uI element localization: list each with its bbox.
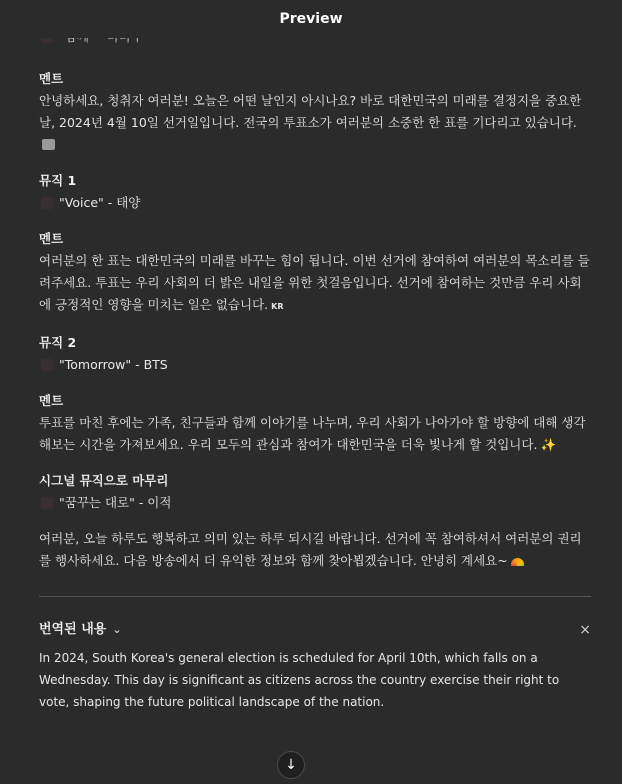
divider [39,596,591,597]
song-text: "Voice" - 태양 [59,195,141,210]
scroll-down-button[interactable] [277,751,305,779]
closing-text: 여러분, 오늘 하루도 행복하고 의미 있는 하루 되시길 바랍니다. 선거에 꼭 참여하셔서 여러분의 권리를 행사하세요. 다음 방송에서 더 유익한 정보와 함께 찾아뵙겠습니다. 안녕히 계세요~ [39,531,582,568]
section-heading: 멘트 [39,71,64,86]
music-note-icon [41,197,53,209]
section-text: 안녕하세요, 청취자 여러분! 오늘은 어떤 날인지 아시나요? 바로 대한민국의 미래를 결정지을 중요한 날, 2024년 4월 10일 선거일입니다. 전국의 투표소가 여러분의 소중한 한 표를 기다리고 있습니다. [39,90,591,156]
ballot-box-icon [42,139,55,150]
song-item [39,492,591,514]
preview-content [39,28,591,713]
section-text: 투표를 마친 후에는 가족, 친구들과 함께 이야기를 나누며, 우리 사회가 나아가야 할 방향에 대해 생각해보는 시간을 가져보세요. 우리 모두의 관심과 참여가 대한민국을 더욱 빛나게 할 것입니다. ✨ [39,415,586,452]
song-item [39,192,591,214]
music-note-icon [41,359,53,371]
window-title: Preview [279,11,343,27]
rainbow-icon [511,558,524,566]
music-note-icon [41,497,53,509]
section-heading: 멘트 [39,393,64,408]
song-text: "Tomorrow" - BTS [59,357,168,372]
translation-toggle[interactable] [39,619,122,641]
sparkles-icon: ✨ [540,437,557,452]
translation-body: In 2024, South Korea's general election is scheduled for April 10th, which falls on a Wednesday. This day is significant as citizens across the country exercise their right to vote, shaping the future political landscape of the nation. [39,651,560,709]
arrow-down-icon: ↓ [285,757,297,773]
section-heading: 뮤직 1 [39,173,77,188]
translation-header [39,619,591,641]
section-heading: 시그널 뮤직으로 마무리 [39,473,169,488]
song-text: "꿈꾸는 대로" - 이적 [59,495,172,510]
section-heading: 멘트 [39,231,64,246]
kr-flag-icon: KR [271,302,284,311]
close-icon[interactable]: × [579,622,591,638]
translation-title: 번역된 내용 [39,622,107,637]
section-heading: 뮤직 2 [39,335,77,350]
section-text: 여러분의 한 표는 대한민국의 미래를 바꾸는 힘이 됩니다. 이번 선거에 참여하여 여러분의 목소리를 들려주세요. 투표는 우리 사회의 더 밝은 내일을 위한 첫걸음입니다. 선거에 참여하는 것만큼 우리 사회에 긍정적인 영향을 미치는 일은 없습니다. KR [39,253,590,312]
title-bar [0,0,622,38]
chevron-down-icon: ⌄ [112,623,122,636]
song-item [39,354,591,376]
